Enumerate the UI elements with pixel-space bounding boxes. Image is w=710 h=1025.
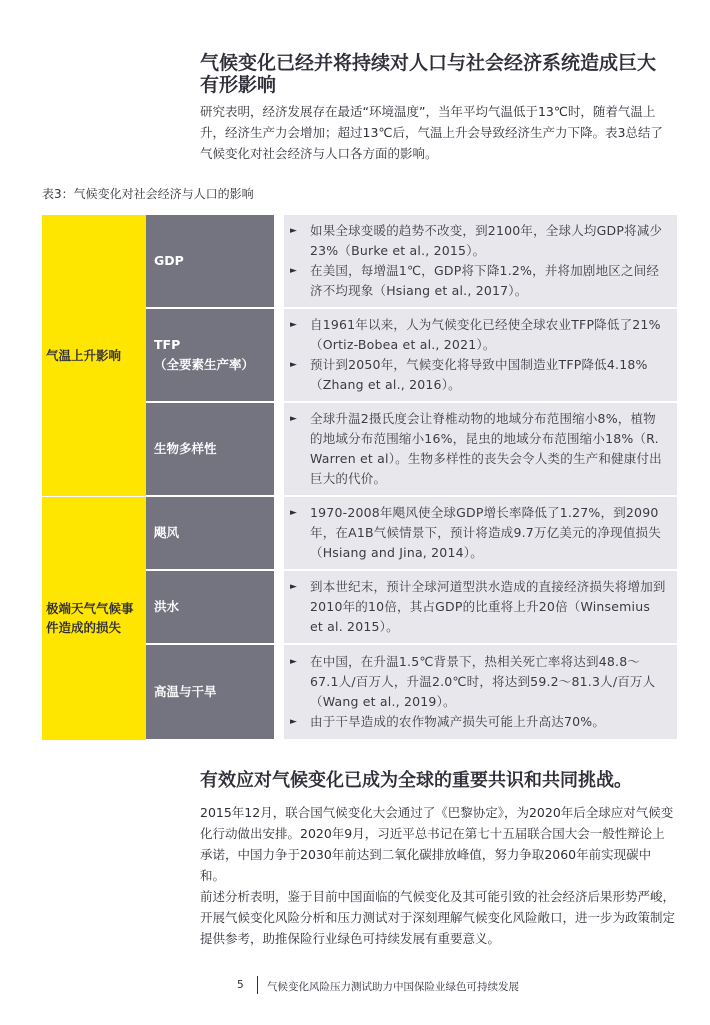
list-item: ► 在美国，每增温1℃，GDP将下降1.2%，并将加剧地区之间经济不均现象（Hsiang et al., 2017）。 [290,263,660,298]
list-item: ► 自1961年以来，人为气候变化已经使全球农业TFP降低了21%（Ortiz-Bobea et al., 2021）。 [290,317,661,352]
row-label-tfp: TFP （全要素生产率） [146,308,274,402]
row-desc-biodiversity [284,402,677,496]
bullet-triangle-icon: ► [290,657,298,667]
footer-doc-title: 气候变化风险压力测试助力中国保险业绿色可持续发展 [267,981,519,993]
row-desc-hurricane [284,496,677,570]
list-item: ► 1970-2008年飓风使全球GDP增长率降低了1.27%，到2090年，在A1B气候情景下，预计将造成9.7万亿美元的净现值损失（Hsiang and Jina, 2014）。 [290,505,661,560]
paris-agreement-paragraph: 2015年12月，联合国气候变化大会通过了《巴黎协定》，为2020年后全球应对气候变化行动做出安排。2020年9月，习近平总书记在第七十五届联合国大会一般性辩论上承诺，中国力争于2030年前达到二氧化碳排放峰值，努力争取2060年前实现碳中和。 [200,805,674,883]
list-item: ► 预计到2050年，气候变化将导致中国制造业TFP降低4.18%（Zhang et al., 2016）。 [290,357,648,392]
list-item: ► 全球升温2摄氏度会让脊椎动物的地域分布范围缩小8%，植物的地域分布范围缩小16%，昆虫的地域分布范围缩小18%（R. Warren et al）。生物多样性的丧失会令人类的生产和健康付出巨大的代价。 [290,411,662,486]
row-label-hurricane: 飓风 [146,496,274,570]
footer-divider [257,976,258,994]
page-footer [0,976,710,996]
row-desc-gdp [284,215,677,308]
bullet-triangle-icon: ► [290,414,298,424]
bullet-triangle-icon: ► [290,320,298,330]
bullet-triangle-icon: ► [290,360,298,370]
row-desc-flood [284,570,677,644]
row-label-flood: 洪水 [146,570,274,644]
bullet-triangle-icon: ► [290,717,298,727]
list-item: ► 在中国，在升温1.5℃背景下，热相关死亡率将达到48.8～67.1人/百万人，升温2.0℃时，将达到59.2～81.3人/百万人（Wang et al., 2019）。 [290,654,656,709]
category-temperature: 气温上升影响 [42,215,146,496]
row-label-biodiversity: 生物多样性 [146,402,274,496]
row-label-heat-drought: 高温与干旱 [146,644,274,740]
table-row [42,496,677,570]
stress-test-paragraph: 前述分析表明，鉴于目前中国面临的气候变化及其可能引致的社会经济后果形势严峻，开展气候变化风险分析和压力测试对于深刻理解气候变化风险敞口，进一步为政策制定提供参考，助推保险行业绿色可持续发展有重要意义。 [200,889,676,946]
list-item: ► 如果全球变暖的趋势不改变，到2100年，全球人均GDP将减少23%（Burke et al., 2015）。 [290,223,663,258]
table-row [42,215,677,308]
bullet-triangle-icon: ► [290,226,298,236]
bullet-triangle-icon: ► [290,266,298,276]
bullet-triangle-icon: ► [290,508,298,518]
category-extreme-weather: 极端天气气候事件造成的损失 [42,496,146,740]
row-desc-heat-drought [284,644,677,740]
impact-table [42,215,677,741]
section-heading-consensus: 有效应对气候变化已成为全球的重要共识和共同挑战。 [200,770,632,791]
list-item: ► 到本世纪末，预计全球河道型洪水造成的直接经济损失将增加到2010年的10倍，其占GDP的比重将上升20倍（Winsemius et al. 2015）。 [290,579,666,634]
row-desc-tfp [284,308,677,402]
section-heading-impacts: 气候变化已经并将持续对人口与社会经济系统造成巨大有形影响 [200,52,657,96]
bullet-triangle-icon: ► [290,582,298,592]
row-label-gdp: GDP [146,215,274,308]
table-caption: 表3：气候变化对社会经济与人口的影响 [42,187,254,201]
page-number: 5 [237,979,244,991]
list-item: ► 由于干旱造成的农作物减产损失可能上升高达70%。 [284,712,667,732]
intro-paragraph: 研究表明，经济发展存在最适“环境温度”，当年平均气温低于13℃时，随着气温上升，经济生产力会增加；超过13℃后，气温上升会导致经济生产力下降。表3总结了气候变化对社会经济与人口各方面的影响。 [200,104,663,161]
